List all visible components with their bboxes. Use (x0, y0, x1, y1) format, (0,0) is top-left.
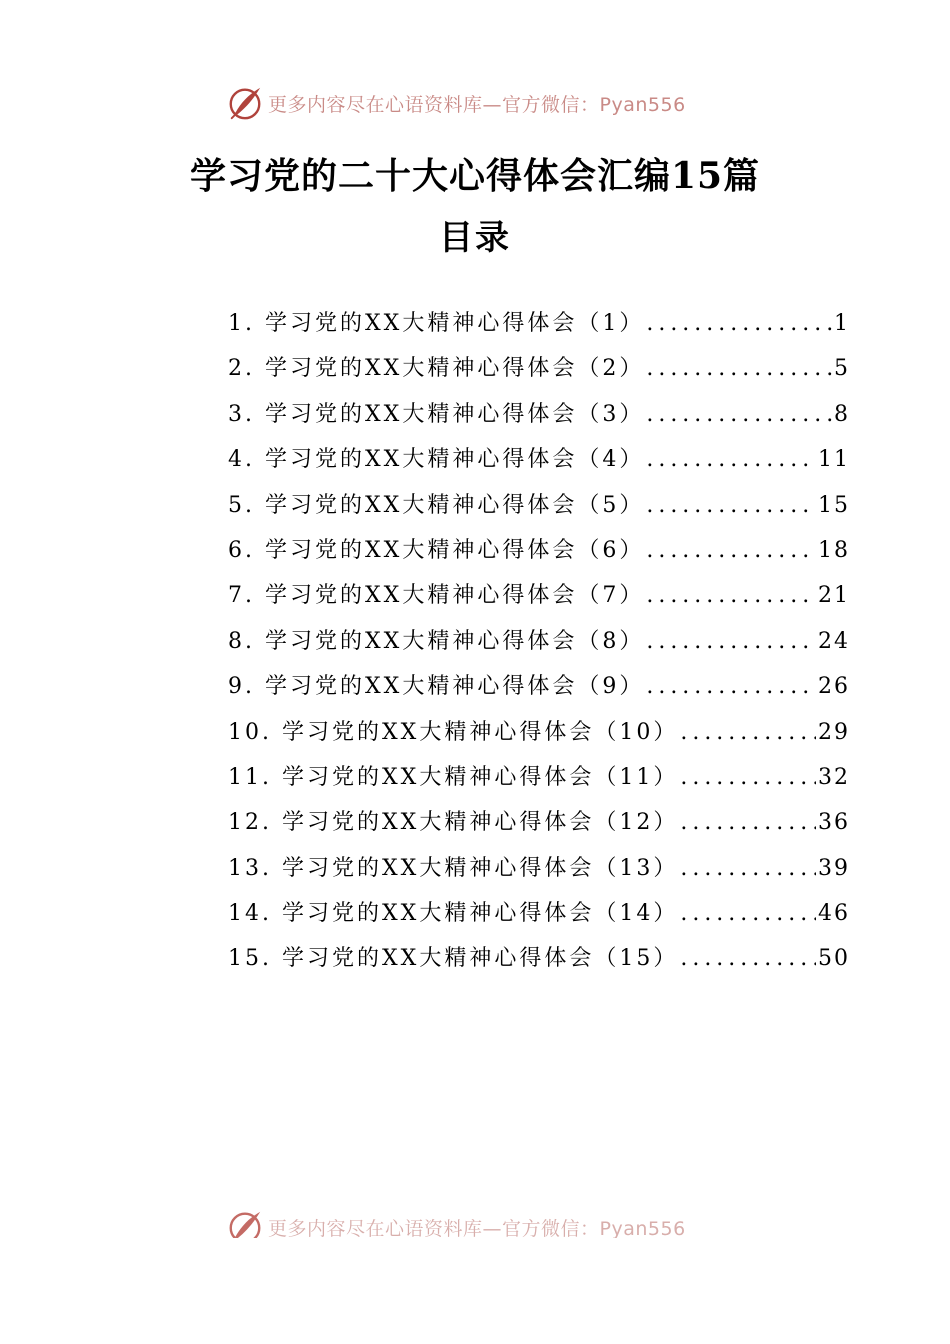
toc-entry-title: 学习党的XX大精神心得体会（5） (265, 492, 645, 518)
toc-entry-number: 6. (228, 537, 255, 563)
toc-leader-dots (646, 629, 816, 654)
toc-entry[interactable] (228, 896, 850, 941)
toc-entry[interactable] (228, 351, 850, 396)
toc-entry-number: 11. (228, 764, 272, 790)
toc-entry-title: 学习党的XX大精神心得体会（7） (265, 583, 645, 609)
toc-leader-dots (646, 674, 816, 699)
toc-entry-title: 学习党的XX大精神心得体会（3） (265, 401, 645, 427)
toc-leader-dots (680, 901, 816, 926)
toc-entry[interactable] (228, 624, 850, 669)
toc-entry[interactable] (228, 715, 850, 760)
toc-leader-dots (646, 493, 816, 518)
toc-entry-number: 4. (228, 447, 255, 473)
toc-entry-number: 15. (228, 946, 272, 972)
toc-leader-dots (680, 810, 816, 835)
footer-watermark (0, 1204, 950, 1238)
watermark-text: 更多内容尽在心语资料库—官方微信：Pyan556 (268, 93, 686, 116)
toc-entry-page: 21 (818, 583, 850, 609)
toc-entry[interactable] (228, 760, 850, 805)
toc-entry-page: 8 (834, 401, 850, 427)
quill-logo-icon (226, 1208, 264, 1238)
toc-entry-number: 10. (228, 719, 272, 745)
toc-leader-dots (680, 856, 816, 881)
toc-leader-dots (646, 311, 832, 336)
toc-entry-number: 12. (228, 810, 272, 836)
toc-entry[interactable] (228, 397, 850, 442)
toc-entry-title: 学习党的XX大精神心得体会（4） (265, 447, 645, 473)
toc-entry[interactable] (228, 941, 850, 986)
toc-entry-number: 8. (228, 628, 255, 654)
toc-entry-page: 32 (818, 764, 850, 790)
toc-entry[interactable] (228, 442, 850, 487)
toc-entry-title: 学习党的XX大精神心得体会（8） (265, 628, 645, 654)
toc-leader-dots (646, 402, 832, 427)
toc-entry-page: 11 (818, 447, 850, 473)
toc-entry-title: 学习党的XX大精神心得体会（10） (282, 719, 679, 745)
toc-leader-dots (646, 356, 832, 381)
toc-entry-number: 5. (228, 492, 255, 518)
toc-entry-page: 5 (834, 356, 850, 382)
toc-entry-title: 学习党的XX大精神心得体会（2） (265, 356, 645, 382)
toc-entry[interactable] (228, 488, 850, 533)
toc-entry-page: 36 (818, 810, 850, 836)
toc-entry-title: 学习党的XX大精神心得体会（15） (282, 946, 679, 972)
toc-entry[interactable] (228, 578, 850, 623)
toc-entry-page: 46 (818, 901, 850, 927)
toc-entry[interactable] (228, 306, 850, 351)
toc-entry-page: 1 (834, 311, 850, 336)
toc-entry-number: 13. (228, 855, 272, 881)
toc-entry-title: 学习党的XX大精神心得体会（9） (265, 674, 645, 700)
table-of-contents (228, 306, 850, 987)
toc-entry[interactable] (228, 533, 850, 578)
toc-entry-title: 学习党的XX大精神心得体会（14） (282, 901, 679, 927)
document-title: 学习党的二十大心得体会汇编15篇 (189, 155, 761, 197)
toc-entry-title: 学习党的XX大精神心得体会（11） (282, 764, 679, 790)
toc-entry-title: 学习党的XX大精神心得体会（1） (265, 311, 645, 336)
quill-logo-icon (226, 84, 264, 122)
toc-leader-dots (680, 946, 816, 971)
toc-entry-page: 39 (818, 855, 850, 881)
toc-entry-page: 15 (818, 492, 850, 518)
toc-leader-dots (680, 765, 816, 790)
toc-entry-number: 2. (228, 356, 255, 382)
toc-entry[interactable] (228, 851, 850, 896)
watermark-text: 更多内容尽在心语资料库—官方微信：Pyan556 (268, 1217, 686, 1238)
toc-entry-title: 学习党的XX大精神心得体会（13） (282, 855, 679, 881)
toc-entry-page: 26 (818, 674, 850, 700)
toc-entry-number: 7. (228, 583, 255, 609)
toc-heading: 目录 (439, 218, 511, 258)
toc-entry[interactable] (228, 669, 850, 714)
toc-entry[interactable] (228, 805, 850, 850)
toc-leader-dots (646, 447, 816, 472)
toc-entry-title: 学习党的XX大精神心得体会（12） (282, 810, 679, 836)
header-watermark (0, 84, 950, 124)
toc-entry-page: 18 (818, 537, 850, 563)
toc-entry-title: 学习党的XX大精神心得体会（6） (265, 537, 645, 563)
toc-leader-dots (646, 583, 816, 608)
toc-entry-page: 24 (818, 628, 850, 654)
toc-entry-page: 50 (818, 946, 850, 972)
toc-entry-page: 29 (818, 719, 850, 745)
toc-entry-number: 1. (228, 311, 255, 336)
toc-entry-number: 14. (228, 901, 272, 927)
toc-entry-number: 3. (228, 401, 255, 427)
toc-entry-number: 9. (228, 674, 255, 700)
toc-leader-dots (680, 720, 816, 745)
toc-leader-dots (646, 538, 816, 563)
